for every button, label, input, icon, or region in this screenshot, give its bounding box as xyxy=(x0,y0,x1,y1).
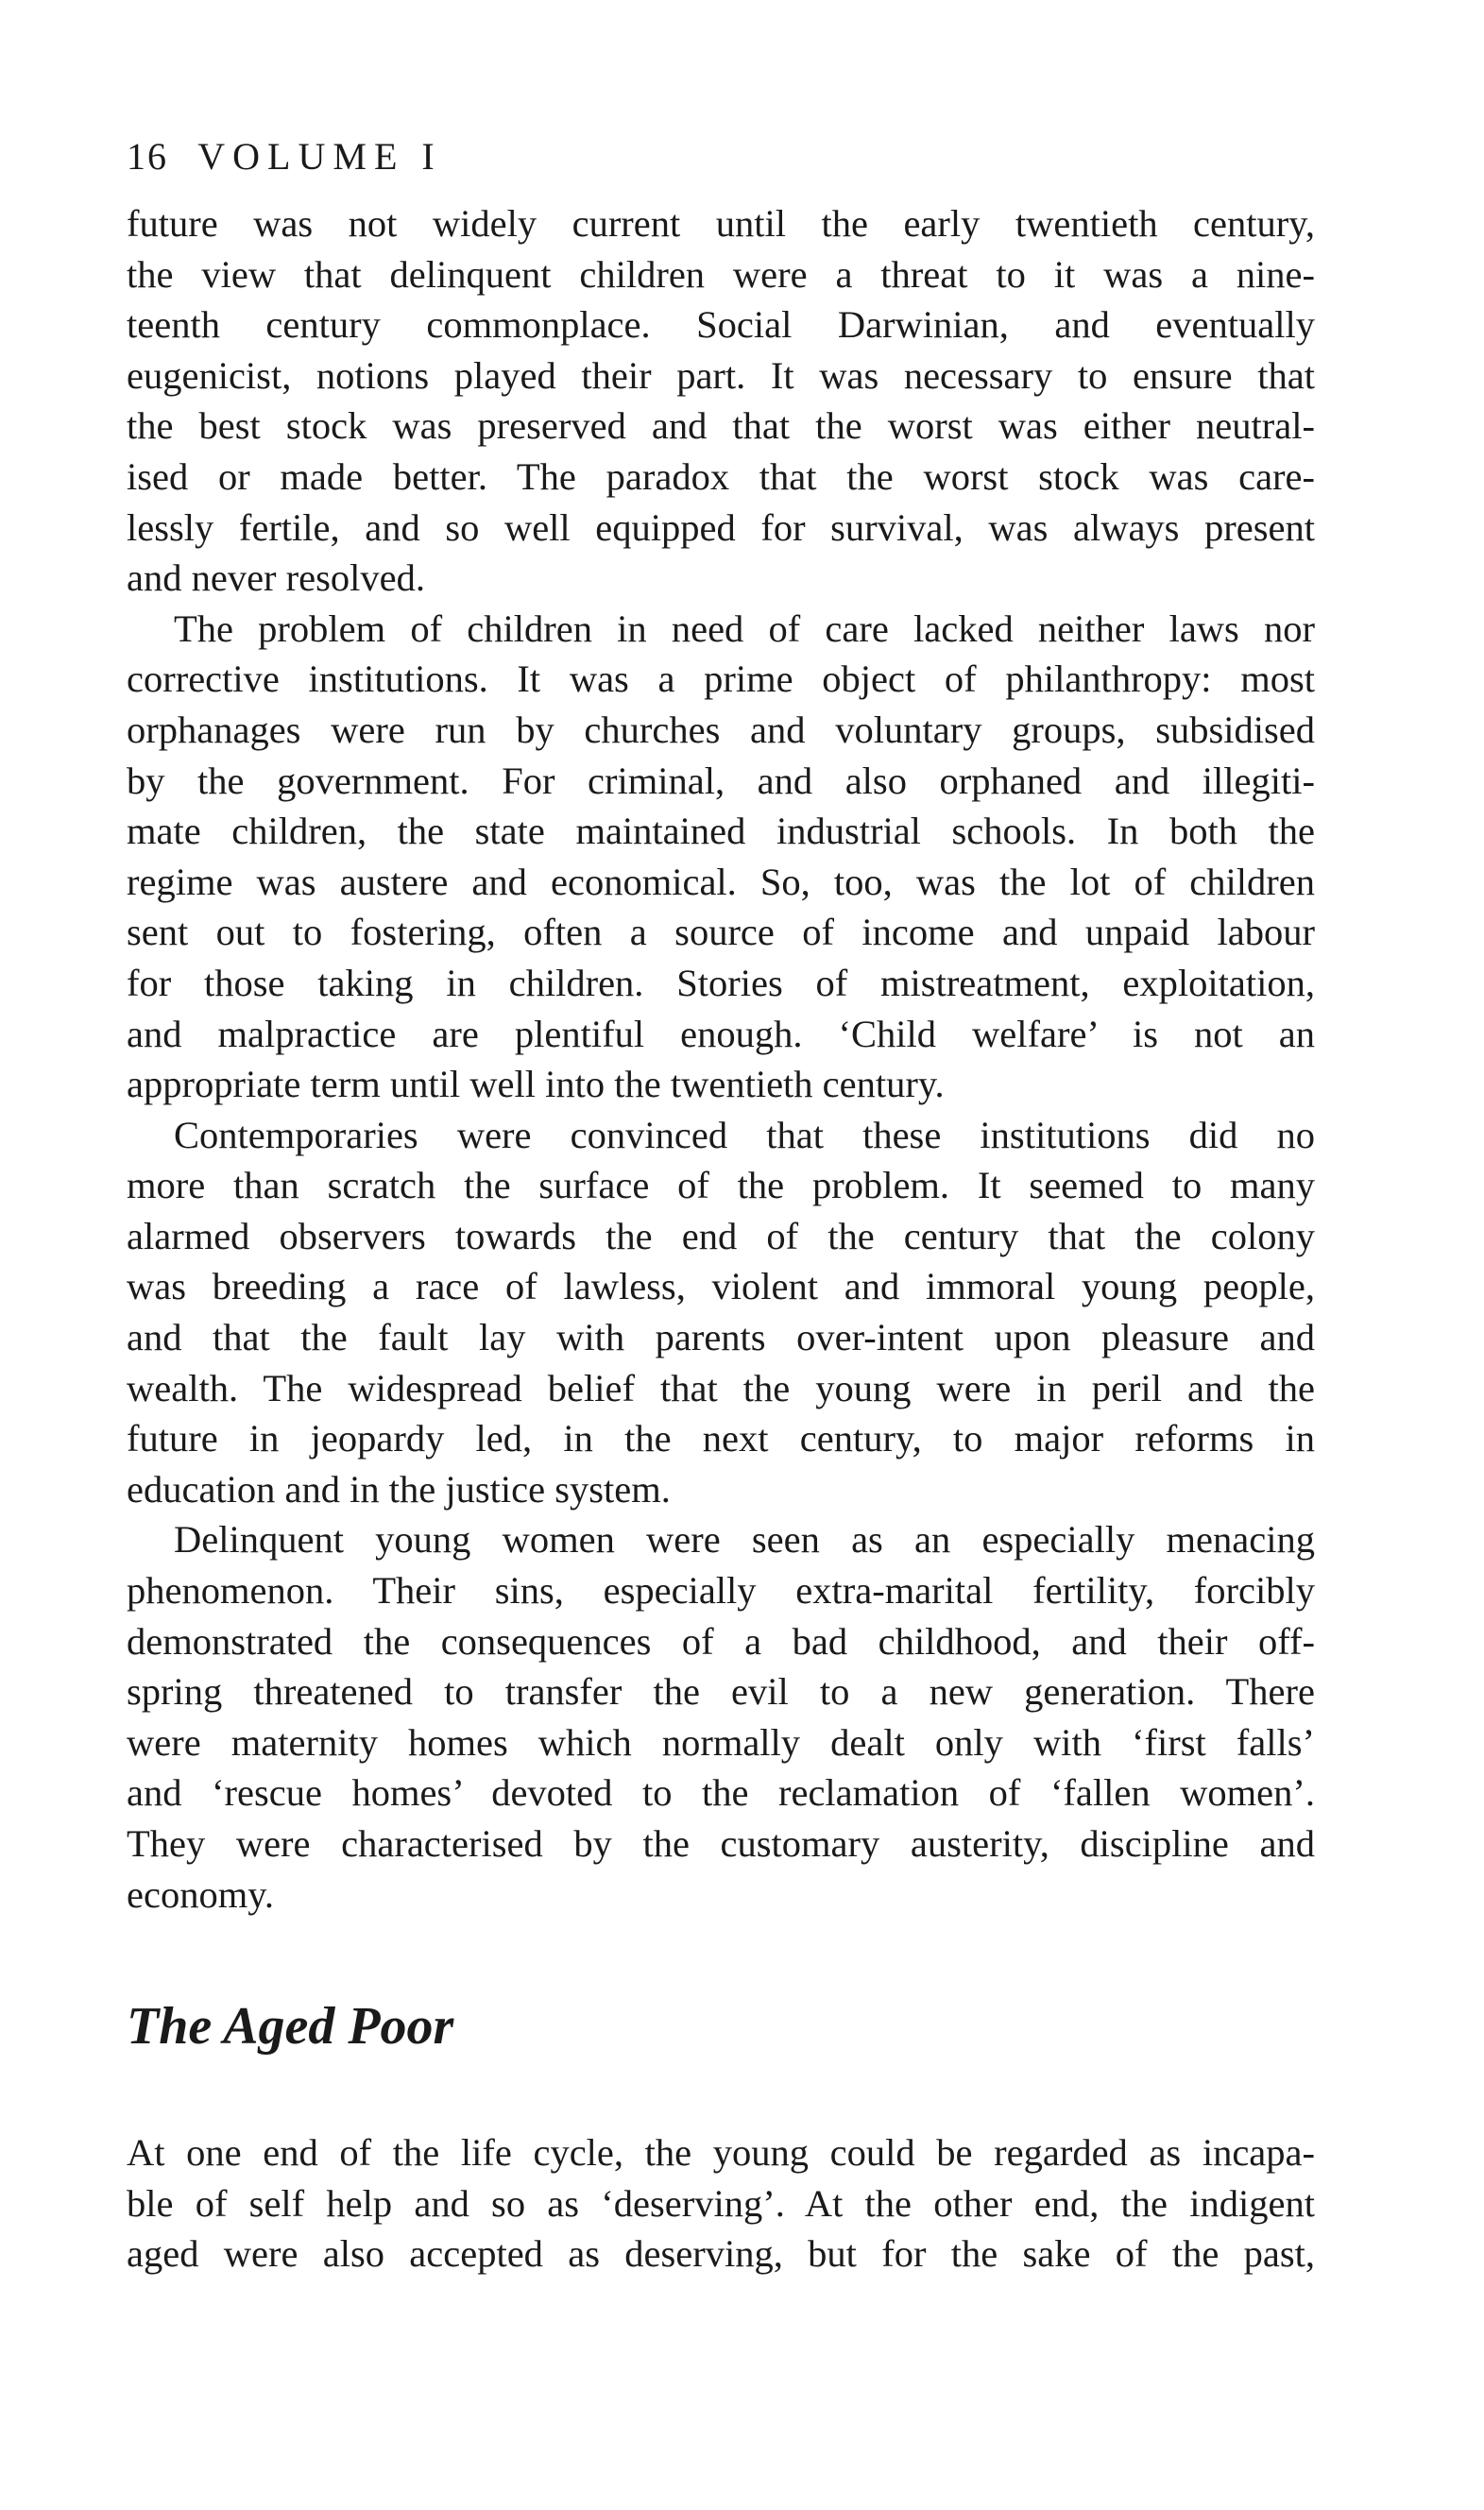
text-line: by the government. For criminal, and also orphaned and illegiti- xyxy=(127,759,1315,802)
section-heading: The Aged Poor xyxy=(127,1997,454,2057)
paragraph-3 xyxy=(127,1110,1315,1515)
text-line: wealth. The widespread belief that the young were in peril and the xyxy=(127,1366,1315,1409)
text-line: spring threatened to transfer the evil to a new generation. There xyxy=(127,1670,1315,1714)
text-line: phenomenon. Their sins, especially extra-marital fertility, forcibly xyxy=(127,1569,1315,1613)
text-line: Contemporaries were convinced that these institutions did no xyxy=(174,1113,1315,1156)
paragraph-5 xyxy=(127,2127,1315,2279)
paragraph-4 xyxy=(127,1514,1315,1920)
paragraph-2 xyxy=(127,604,1315,1110)
text-line: and never resolved. xyxy=(127,556,425,600)
text-line: teenth century commonplace. Social Darwinian, and eventually xyxy=(127,303,1315,347)
text-line: sent out to fostering, often a source of income and unpaid labour xyxy=(127,911,1315,954)
text-line: education and in the justice system. xyxy=(127,1467,671,1511)
text-line: ised or made better. The paradox that the worst stock was care- xyxy=(127,454,1315,498)
text-line: the view that delinquent children were a threat to it was a nine- xyxy=(127,252,1315,296)
text-line: and ‘rescue homes’ devoted to the reclamation of ‘fallen women’. xyxy=(127,1771,1315,1815)
text-line: future in jeopardy led, in the next century, to major reforms in xyxy=(127,1417,1315,1460)
text-line: ble of self help and so as ‘deserving’. At the other end, the indigent xyxy=(127,2181,1315,2225)
text-line: and malpractice are plentiful enough. ‘Child welfare’ is not an xyxy=(127,1012,1315,1055)
text-line: aged were also accepted as deserving, but for the sake of the past, xyxy=(127,2232,1315,2276)
text-line: They were characterised by the customary austerity, discipline and xyxy=(127,1822,1315,1865)
text-line: future was not widely current until the early twentieth century, xyxy=(127,202,1315,245)
text-line: the best stock was preserved and that the worst was either neutral- xyxy=(127,404,1315,448)
text-line: for those taking in children. Stories of mistreatment, exploitation, xyxy=(127,961,1315,1004)
text-line: eugenicist, notions played their part. It was necessary to ensure that xyxy=(127,353,1315,397)
text-line: At one end of the life cycle, the young could be regarded as incapa- xyxy=(127,2131,1315,2175)
text-line: corrective institutions. It was a prime object of philanthropy: most xyxy=(127,657,1315,701)
volume-label: VOLUME I xyxy=(197,135,442,178)
text-line: Delinquent young women were seen as an especially menacing xyxy=(174,1518,1315,1562)
text-line: were maternity homes which normally dealt only with ‘first falls’ xyxy=(127,1720,1315,1764)
page-number: 16 xyxy=(127,135,168,178)
text-line: mate children, the state maintained industrial schools. In both the xyxy=(127,810,1315,853)
body-text xyxy=(127,198,1315,1920)
book-page xyxy=(127,132,1315,2279)
text-line: economy. xyxy=(127,1872,274,1916)
text-line: demonstrated the consequences of a bad childhood, and their off- xyxy=(127,1619,1315,1663)
section-body xyxy=(127,2127,1315,2279)
paragraph-1 xyxy=(127,198,1315,604)
text-line: alarmed observers towards the end of the century that the colony xyxy=(127,1214,1315,1257)
running-head xyxy=(127,132,1315,181)
text-line: was breeding a race of lawless, violent and immoral young people, xyxy=(127,1265,1315,1308)
text-line: orphanages were run by churches and voluntary groups, subsidised xyxy=(127,708,1315,751)
text-line: lessly fertile, and so well equipped for survival, was always present xyxy=(127,505,1315,549)
text-line: The problem of children in need of care lacked neither laws nor xyxy=(174,606,1315,650)
text-line: appropriate term until well into the twentieth century. xyxy=(127,1063,945,1106)
text-line: more than scratch the surface of the problem. It seemed to many xyxy=(127,1164,1315,1207)
text-line: and that the fault lay with parents over-intent upon pleasure and xyxy=(127,1316,1315,1359)
text-line: regime was austere and economical. So, too, was the lot of children xyxy=(127,860,1315,903)
